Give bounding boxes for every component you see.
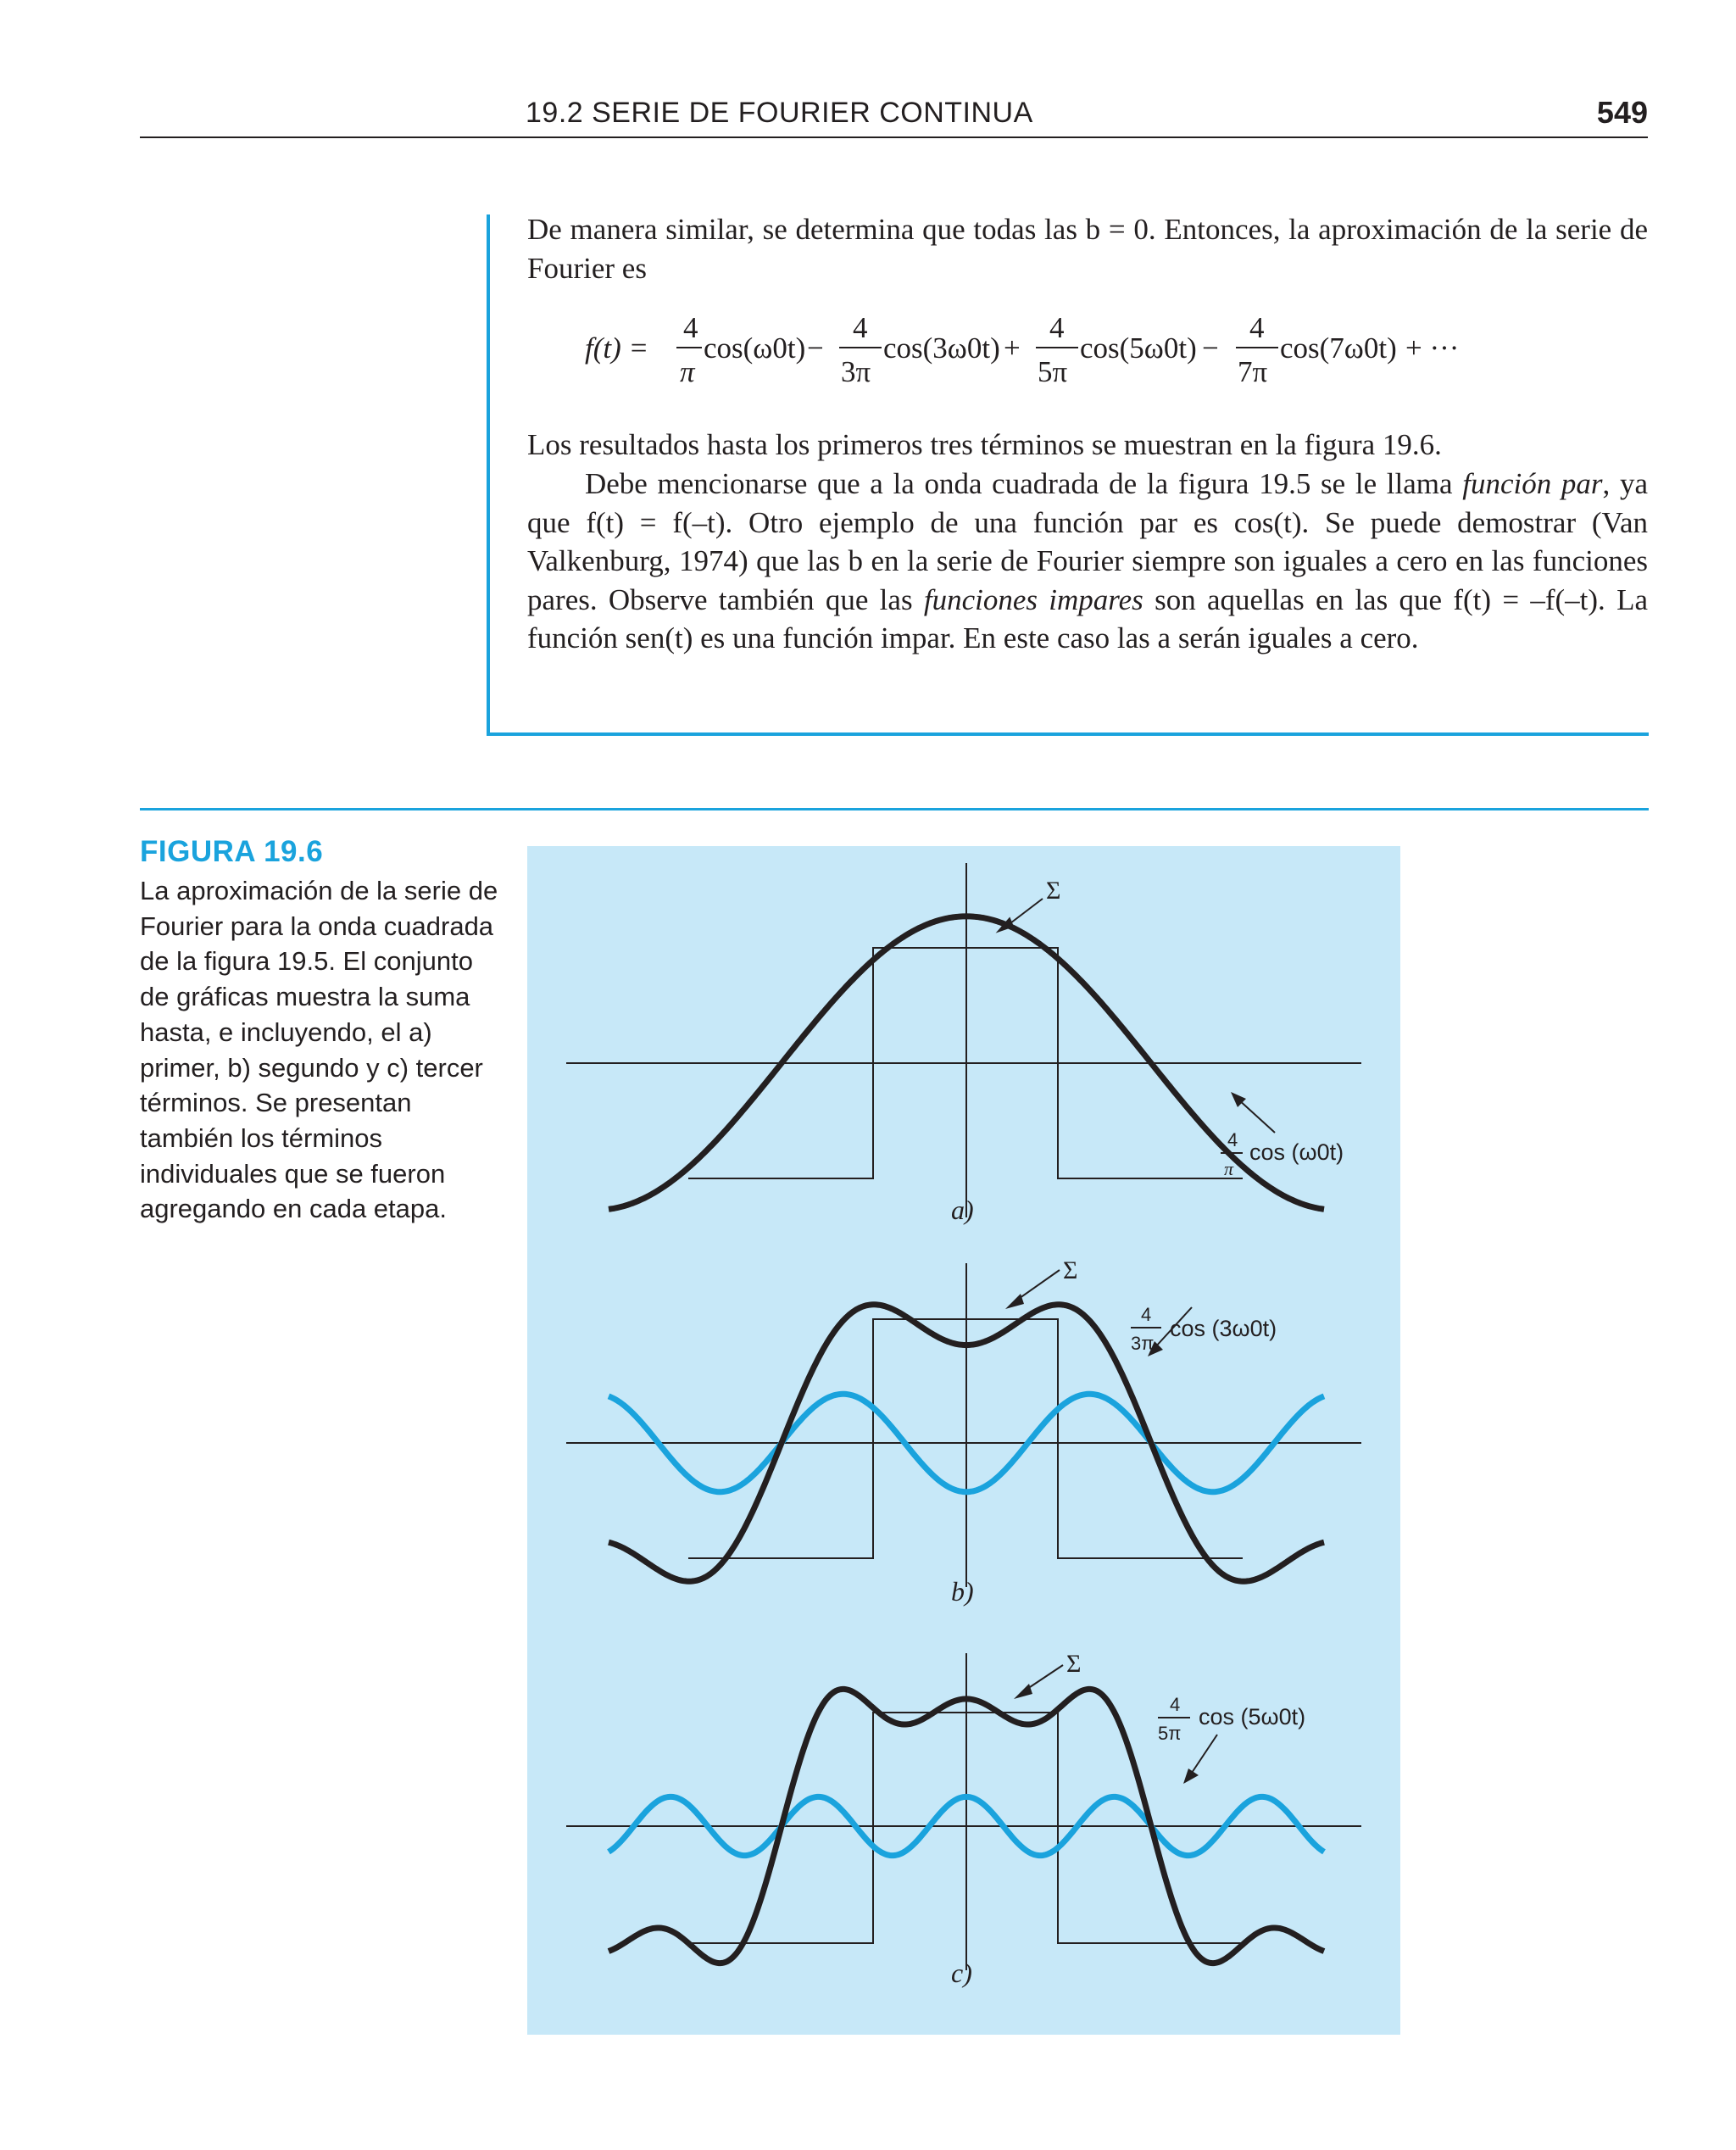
paragraph-3-part1: Debe mencionarse que a la onda cuadrada de la figura 19.5 se le llama [585,467,1463,500]
panel-a-term-label: cos (ω0t) [1249,1139,1344,1165]
panel-a-term-arrow [1238,1099,1275,1133]
eq-term3-cos: cos(5ω0t) [1080,331,1197,365]
eq-term4-den: 7π [1238,355,1268,388]
panel-b-sigma: Σ [1063,1256,1078,1284]
eq-term4-num: 4 [1249,311,1265,344]
panel-c-term-num: 4 [1170,1694,1181,1715]
figure-label: FIGURA 19.6 [140,835,324,868]
paragraph-3 [527,465,1648,658]
panel-b-term-label: cos (3ω0t) [1170,1316,1277,1341]
panel-c-sum-arrowhead [1014,1684,1032,1699]
eq-term2-cos: cos(3ω0t) [883,331,1000,365]
panel-a-term-den: π [1224,1158,1234,1179]
fourier-figure [527,846,1400,2035]
eq-term3-sign: − [1202,331,1219,365]
panel-c-tag: c) [951,1958,972,1988]
page-number: 549 [1596,95,1648,130]
equation-lhs: f(t) = [585,331,649,365]
figure-caption: La aproximación de la serie de Fourier para la onda cuadrada de la figura 19.5. El conjunto de gráficas muestra la suma hasta, e incluyendo, el a) primer, b) segundo y c) tercer términos. Se presentan también los términos individuales que se fueron agregando en cada etapa. [140,876,498,1224]
eq-term1-cos: cos(ω0t) [704,331,806,365]
panel-c-term-arrowhead [1183,1768,1199,1784]
panel-c-term-den: 5π [1158,1723,1182,1744]
panel-b-term-den: 3π [1131,1333,1155,1354]
fourier-equation [585,310,1585,395]
panel-b-term-num: 4 [1141,1304,1152,1325]
panel-a-tag: a) [951,1195,974,1225]
eq-term3-den: 5π [1038,355,1068,388]
panel-a-sum-arrow [1007,899,1043,926]
eq-term2-sign: + [1004,331,1021,365]
paragraph-3-part3: son aquellas en las que f(t) = –f(–t). La función sen(t) es una función impar. En este caso las a serán iguales a cero. [527,582,1649,654]
paragraph-2: Los resultados hasta los primeros tres términos se muestran en la figura 19.6. [527,428,1442,461]
panel-a-term-num: 4 [1227,1129,1238,1150]
eq-term3-num: 4 [1049,311,1065,344]
eq-term1-sign: − [807,331,824,365]
term-funciones-impares: funciones impares [923,582,1143,616]
eq-term4-cos: cos(7ω0t) [1280,331,1397,365]
figure-rule [140,808,1649,810]
header-rule [140,136,1648,138]
panel-a [566,863,1361,1225]
panel-c-sigma: Σ [1066,1650,1082,1678]
panel-c-term-label: cos (5ω0t) [1199,1704,1306,1729]
paragraph-1: De manera similar, se determina que todas las b = 0. Entonces, la aproximación de la serie de Fourier es [527,213,1648,285]
panel-b-sum-arrowhead [1005,1294,1024,1309]
eq-term4-sign: + ··· [1405,331,1460,365]
running-header-title: 19.2 SERIE DE FOURIER CONTINUA [526,97,1033,129]
example-left-border [487,214,490,736]
eq-term1-den: π [680,355,695,388]
paragraph-3-part2: , ya que f(t) = f(–t). Otro ejemplo de una función par es cos(t). Se puede demostrar (Van Valkenburg, 1974) que las b en la serie de Fourier siempre son iguales a cero en las funciones pares. Observe también que las [527,467,1648,616]
panel-b [566,1256,1361,1607]
term-funcion-par: función par [1462,467,1603,500]
eq-term2-num: 4 [853,311,868,344]
eq-term1-num: 4 [683,311,698,344]
panel-c [566,1650,1361,1988]
panel-a-sigma: Σ [1046,877,1061,905]
panel-c-term-arrow [1190,1735,1217,1775]
example-bottom-border [487,732,1649,736]
eq-term2-den: 3π [841,355,871,388]
panel-b-tag: b) [951,1576,974,1607]
